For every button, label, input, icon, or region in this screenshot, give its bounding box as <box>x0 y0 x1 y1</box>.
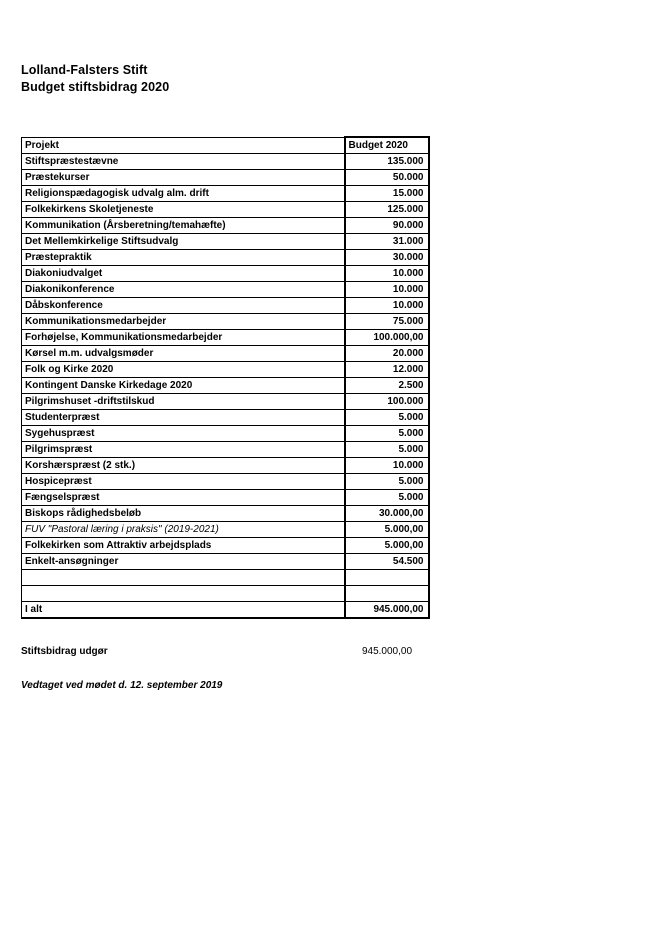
cell-project: Kommunikationsmedarbejder <box>22 314 345 330</box>
cell-amount: 5.000,00 <box>345 538 429 554</box>
column-header-budget: Budget 2020 <box>345 137 429 154</box>
cell-project: Pilgrimshuset -driftstilskud <box>22 394 345 410</box>
cell-amount <box>345 570 429 586</box>
table-footer <box>22 602 429 619</box>
cell-project: Folkekirken som Attraktiv arbejdsplads <box>22 538 345 554</box>
cell-project: Hospicepræst <box>22 474 345 490</box>
cell-amount: 5.000 <box>345 474 429 490</box>
page-title-line-1: Lolland-Falsters Stift <box>21 63 148 77</box>
cell-amount: 100.000,00 <box>345 330 429 346</box>
cell-project: Forhøjelse, Kommunikationsmedarbejder <box>22 330 345 346</box>
table-row <box>22 202 429 218</box>
cell-project: Studenterpræst <box>22 410 345 426</box>
table-row <box>22 250 429 266</box>
table-row <box>22 234 429 250</box>
cell-amount: 54.500 <box>345 554 429 570</box>
cell-amount: 50.000 <box>345 170 429 186</box>
cell-amount: 5.000 <box>345 490 429 506</box>
cell-project: Folk og Kirke 2020 <box>22 362 345 378</box>
total-label: I alt <box>22 602 345 619</box>
table-row-total <box>22 602 429 619</box>
adopted-note: Vedtaget ved mødet d. 12. september 2019 <box>21 680 223 691</box>
cell-amount: 31.000 <box>345 234 429 250</box>
summary-label: Stiftsbidrag udgør <box>21 646 108 657</box>
cell-project: Præstepraktik <box>22 250 345 266</box>
table-row <box>22 314 429 330</box>
table-row <box>22 362 429 378</box>
page-title-line-2: Budget stiftsbidrag 2020 <box>21 80 170 94</box>
table-row-blank <box>22 586 429 602</box>
cell-amount: 5.000 <box>345 442 429 458</box>
cell-project: Diakonikonference <box>22 282 345 298</box>
cell-project: Sygehuspræst <box>22 426 345 442</box>
table-row <box>22 218 429 234</box>
total-amount: 945.000,00 <box>345 602 429 619</box>
budget-table <box>21 136 430 619</box>
table-header-row <box>22 137 429 154</box>
cell-project: Folkekirkens Skoletjeneste <box>22 202 345 218</box>
cell-amount: 10.000 <box>345 266 429 282</box>
cell-project: Enkelt-ansøgninger <box>22 554 345 570</box>
page-title <box>21 62 169 96</box>
cell-amount: 20.000 <box>345 346 429 362</box>
table-row <box>22 506 429 522</box>
table-header <box>22 137 429 154</box>
cell-project: Dåbskonference <box>22 298 345 314</box>
cell-amount: 5.000 <box>345 410 429 426</box>
table-row <box>22 378 429 394</box>
cell-amount: 2.500 <box>345 378 429 394</box>
cell-amount <box>345 586 429 602</box>
cell-amount: 5.000,00 <box>345 522 429 538</box>
table-row <box>22 170 429 186</box>
cell-project: Det Mellemkirkelige Stiftsudvalg <box>22 234 345 250</box>
cell-amount: 125.000 <box>345 202 429 218</box>
cell-amount: 30.000,00 <box>345 506 429 522</box>
table-row <box>22 282 429 298</box>
table-row <box>22 154 429 170</box>
table-row <box>22 410 429 426</box>
cell-project: Korshærspræst (2 stk.) <box>22 458 345 474</box>
cell-project: Kontingent Danske Kirkedage 2020 <box>22 378 345 394</box>
table-row <box>22 522 429 538</box>
table-row <box>22 186 429 202</box>
cell-project: Kommunikation (Årsberetning/temahæfte) <box>22 218 345 234</box>
cell-project: Kørsel m.m. udvalgsmøder <box>22 346 345 362</box>
cell-project <box>22 586 345 602</box>
summary-value: 945.000,00 <box>361 646 413 657</box>
table-row <box>22 346 429 362</box>
cell-project: Stiftspræstestævne <box>22 154 345 170</box>
cell-project <box>22 570 345 586</box>
table-row <box>22 330 429 346</box>
table-row <box>22 474 429 490</box>
table-row <box>22 426 429 442</box>
table-row-blank <box>22 570 429 586</box>
table-row <box>22 538 429 554</box>
cell-amount: 10.000 <box>345 458 429 474</box>
cell-amount: 100.000 <box>345 394 429 410</box>
cell-amount: 10.000 <box>345 298 429 314</box>
cell-project: Pilgrimspræst <box>22 442 345 458</box>
cell-project: Diakoniudvalget <box>22 266 345 282</box>
cell-project: Biskops rådighedsbeløb <box>22 506 345 522</box>
cell-amount: 30.000 <box>345 250 429 266</box>
column-header-project: Projekt <box>22 137 345 154</box>
table-row <box>22 490 429 506</box>
cell-project: FUV "Pastoral læring i praksis" (2019-2021) <box>22 522 345 538</box>
table-row <box>22 394 429 410</box>
cell-amount: 5.000 <box>345 426 429 442</box>
table-row <box>22 554 429 570</box>
table-body <box>22 154 429 602</box>
table-row <box>22 266 429 282</box>
table-row <box>22 442 429 458</box>
table-row <box>22 298 429 314</box>
cell-amount: 135.000 <box>345 154 429 170</box>
cell-amount: 10.000 <box>345 282 429 298</box>
cell-project: Fængselspræst <box>22 490 345 506</box>
cell-project: Præstekurser <box>22 170 345 186</box>
cell-project: Religionspædagogisk udvalg alm. drift <box>22 186 345 202</box>
table-row <box>22 458 429 474</box>
cell-amount: 75.000 <box>345 314 429 330</box>
cell-amount: 15.000 <box>345 186 429 202</box>
cell-amount: 12.000 <box>345 362 429 378</box>
cell-amount: 90.000 <box>345 218 429 234</box>
